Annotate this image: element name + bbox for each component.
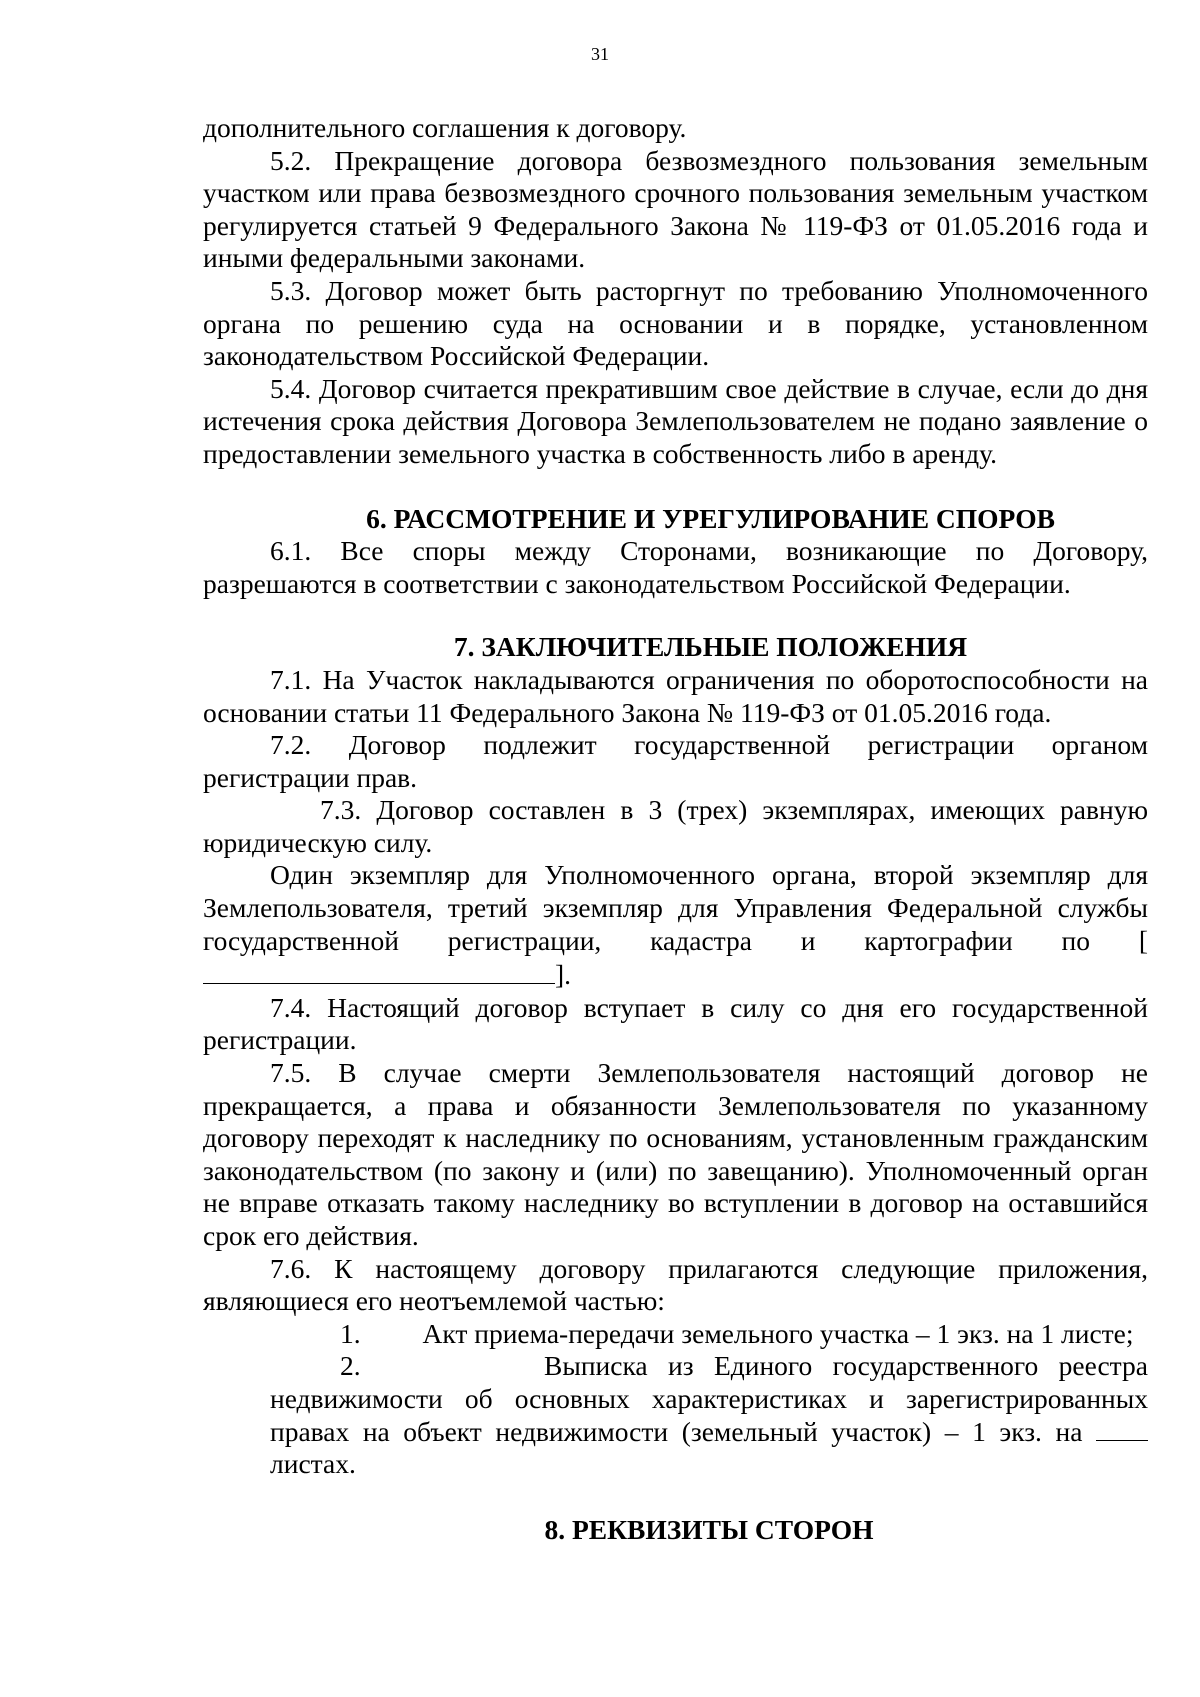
clause-5-4: 5.4. Договор считается прекратившим свое действие в случае, если до дня истечения срока действия Договора Землепользователем не подано заявление о предоставлении земельного участка в собственность либо в аренду. [203, 372, 1148, 469]
clause-5-3: 5.3. Договор может быть расторгнут по требованию Уполномоченного органа по решению суда на основании и в порядке, установленном законодательством Российской Федерации. [203, 274, 1148, 372]
section-7-heading: 7. ЗАКЛЮЧИТЕЛЬНЫЕ ПОЛОЖЕНИЯ [453, 631, 968, 663]
attachment-text-end: листах. [270, 1448, 356, 1480]
bracket-open: [ [1138, 924, 1148, 956]
sheet-count-blank[interactable] [1096, 1416, 1148, 1441]
clause-7-6: 7.6. К настоящему договору прилагаются следующие приложения, являющиеся его неотъемлемой частью: [203, 1252, 1148, 1317]
paragraph-continuation: дополнительного соглашения к договору. [203, 112, 687, 143]
clause-6-1: 6.1. Все споры между Сторонами, возникающие по Договору, разрешаются в соответствии с законодательством Российской Федерации. [203, 535, 1148, 599]
clause-7-5: 7.5. В случае смерти Землепользователя настоящий договор не прекращается, а права и обязанности Землепользователя по указанному договору переходят к наследнику по основаниям, установленным гражданским законодательством (по закону и (или) по завещанию). Уполномоченный орган не вправе отказать такому наследнику во вступлении в договор на оставшийся срок его действия. [203, 1057, 1148, 1251]
region-blank-field[interactable] [203, 957, 555, 984]
copies-text: Один экземпляр для Уполномоченного органа, второй экземпляр для Землепользователя, третий экземпляр для Управления Федеральной службы государственной регистрации, кадастра и картографии по [203, 859, 1148, 956]
attachment-number: 2. [340, 1350, 361, 1382]
page-number: 31 [591, 44, 609, 64]
section-6-heading: 6. РАССМОТРЕНИЕ И УРЕГУЛИРОВАНИЕ СПОРОВ [366, 502, 1055, 534]
section-8-heading: 8. РЕКВИЗИТЫ СТОРОН [544, 1513, 874, 1545]
attachment-number: 1. [340, 1317, 361, 1349]
clause-7-3-copies [203, 859, 1148, 991]
attachment-text: Выписка из Единого государственного реестра недвижимости об основных характеристиках и зарегистрированных правах на объект недвижимости (земельный участок) – 1 экз. на [270, 1350, 1148, 1447]
clause-5-2: 5.2. Прекращение договора безвозмездного пользования земельным участком или права безвозмездного срочного пользования земельным участком регулируется статьей 9 Федерального Закона № 119-ФЗ от 01.05.2016 года и иными федеральными законами. [203, 144, 1148, 274]
clause-7-3: 7.3. Договор составлен в 3 (трех) экземплярах, имеющих равную юридическую силу. [203, 794, 1148, 858]
clause-7-4: 7.4. Настоящий договор вступает в силу со дня его государственной регистрации. [203, 991, 1148, 1056]
clause-7-1: 7.1. На Участок накладываются ограничения по оборотоспособности на основании статьи 11 Федерального Закона № 119-ФЗ от 01.05.2016 года. [203, 663, 1148, 728]
attachments-list [270, 1318, 1148, 1481]
bracket-close: ]. [555, 959, 572, 991]
attachment-item [270, 1318, 1148, 1351]
document-body [203, 112, 1148, 1546]
attachment-text: Акт приема-передачи земельного участка – 1 экз. на 1 листе; [422, 1317, 1134, 1349]
attachment-item [270, 1350, 1148, 1480]
clause-7-2: 7.2. Договор подлежит государственной регистрации органом регистрации прав. [203, 729, 1148, 793]
